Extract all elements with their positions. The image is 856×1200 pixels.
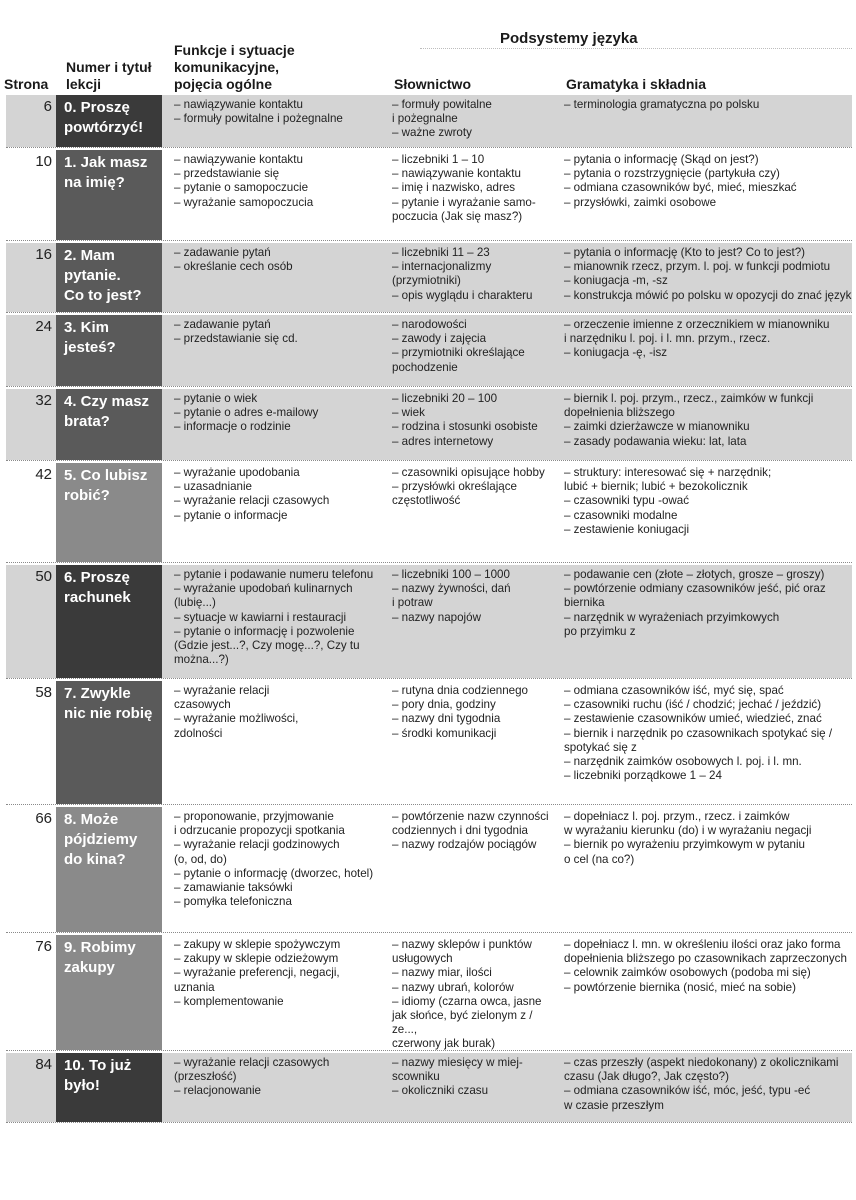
vocabulary-cell-line: – przymiotniki określające	[392, 346, 525, 360]
row-divider	[6, 312, 852, 313]
vocabulary-cell-line: – ważne zwroty	[392, 126, 472, 140]
grammar-cell	[564, 684, 852, 783]
functions-cell-line: – wyrażanie relacji	[174, 684, 270, 697]
vocabulary-cell-line: usługowych	[392, 952, 453, 966]
functions-cell-line: – określanie cech osób	[174, 260, 293, 274]
lesson-block	[56, 95, 162, 147]
grammar-cell-line: – odmiana czasowników iść, myć się, spać	[564, 684, 784, 697]
functions-cell	[174, 938, 386, 1009]
header-slownictwo: Słownictwo	[394, 76, 471, 92]
functions-cell-line: – pytanie o informacje	[174, 508, 288, 522]
functions-cell-line: – zamawianie taksówki	[174, 881, 293, 895]
grammar-cell-line: – czas przeszły (aspekt niedokonany) z okolicznikami	[564, 1056, 839, 1069]
lesson-title	[64, 466, 158, 506]
functions-cell-line: (przeszłość)	[174, 1070, 237, 1084]
vocabulary-cell-line: scowniku	[392, 1070, 440, 1084]
lesson-title-line: jesteś?	[64, 339, 116, 356]
lesson-title	[64, 684, 158, 724]
row-divider	[6, 386, 852, 387]
grammar-cell-line: dopełnienia bliższego po czasownikach zaprzeczonych	[564, 952, 847, 966]
grammar-cell-line: – narzędnik w wyrażeniach przyimkowych	[564, 610, 780, 624]
vocabulary-cell-line: – nazwy sklepów i punktów	[392, 938, 532, 951]
grammar-cell-line: w czasie przeszłym	[564, 1098, 664, 1112]
page-number: 66	[35, 810, 52, 827]
functions-cell-line: – pytanie o adres e-mailowy	[174, 406, 319, 420]
vocabulary-cell-line: częstotliwość	[392, 494, 461, 508]
row-divider	[6, 932, 852, 933]
vocabulary-cell-line: – liczebniki 20 – 100	[392, 392, 498, 405]
lesson-title-line: było!	[64, 1077, 100, 1094]
page-number: 42	[35, 466, 52, 483]
lesson-title-line: rachunek	[64, 589, 131, 606]
vocabulary-cell-line: – liczebniki 100 – 1000	[392, 568, 510, 581]
lesson-block	[56, 807, 162, 932]
vocabulary-cell-line: i pożegnalne	[392, 112, 458, 126]
header-funkcje-line3: pojęcia ogólne	[174, 76, 273, 92]
functions-cell-line: – pytanie o informację (dworzec, hotel)	[174, 866, 374, 880]
functions-cell-line: – wyrażanie relacji czasowych	[174, 494, 330, 508]
vocabulary-cell	[392, 466, 560, 509]
functions-cell-line: – zadawanie pytań	[174, 318, 271, 331]
lesson-title-line: pytanie.	[64, 267, 121, 284]
vocabulary-cell-line: – rutyna dnia codziennego	[392, 684, 529, 697]
grammar-cell-line: lubić + biernik; lubić + bezokolicznik	[564, 480, 748, 494]
grammar-cell-line: – koniugacja -ę, -isz	[564, 346, 668, 360]
table-row	[0, 1053, 856, 1122]
grammar-cell-line: – narzędnik zaimków osobowych l. poj. i l. mn.	[564, 755, 802, 769]
vocabulary-cell-line: – idiomy (czarna owca, jasne	[392, 994, 542, 1008]
functions-cell-line: – sytuacje w kawiarni i restauracji	[174, 610, 347, 624]
functions-cell-line: – uzasadnianie	[174, 480, 252, 494]
page-number: 16	[35, 246, 52, 263]
vocabulary-cell	[392, 810, 560, 853]
grammar-cell	[564, 153, 852, 210]
functions-cell-line: – nawiązywanie kontaktu	[174, 153, 303, 166]
functions-cell-line: – pytanie o informację i pozwolenie	[174, 624, 355, 638]
grammar-cell-line: – pytania o informację (Kto to jest? Co to jest?)	[564, 246, 806, 259]
grammar-cell-line: – dopełniacz l. poj. przym., rzecz. i zaimków	[564, 810, 790, 823]
grammar-cell	[564, 246, 852, 303]
vocabulary-cell-line: – nazwy żywności, dań	[392, 582, 511, 596]
grammar-cell-line: – czasowniki modalne	[564, 508, 678, 522]
functions-cell-line: – wyrażanie upodobań kulinarnych	[174, 582, 353, 596]
functions-cell-line: – wyrażanie możliwości,	[174, 712, 299, 726]
vocabulary-cell-line: – nazwy napojów	[392, 610, 481, 624]
lesson-block	[56, 243, 162, 312]
row-divider	[6, 678, 852, 679]
grammar-cell-line: – biernik i narzędnik po czasownikach spotykać się /	[564, 726, 833, 740]
lesson-block	[56, 935, 162, 1050]
vocabulary-cell-line: – pytanie i wyrażanie samo-	[392, 195, 536, 209]
grammar-cell-line: – struktury: interesować się + narzędnik;	[564, 466, 772, 479]
lesson-block	[56, 150, 162, 240]
vocabulary-cell-line: jak słońce, być zielonym z / ze...,	[392, 1009, 533, 1037]
vocabulary-cell-line: – zawody i zajęcia	[392, 332, 487, 346]
table-row	[0, 463, 856, 562]
functions-cell-line: (Gdzie jest...?, Czy mogę...?, Czy tu	[174, 639, 360, 653]
grammar-cell-line: – orzeczenie imienne z orzecznikiem w mianowniku	[564, 318, 830, 331]
functions-cell-line: zdolności	[174, 726, 223, 740]
lesson-block	[56, 565, 162, 678]
table-row	[0, 315, 856, 386]
row-divider	[6, 562, 852, 563]
functions-cell-line: – zadawanie pytań	[174, 246, 271, 259]
functions-cell-line: czasowych	[174, 698, 231, 712]
grammar-cell-line: i narzędniku l. poj. i l. mn. przym., rzecz.	[564, 332, 771, 346]
grammar-cell-line: – przysłówki, zaimki osobowe	[564, 195, 717, 209]
functions-cell-line: – wyrażanie samopoczucia	[174, 195, 314, 209]
vocabulary-cell	[392, 98, 560, 141]
functions-cell-line: – przedstawianie się cd.	[174, 332, 298, 346]
lesson-title-line: 9. Robimy	[64, 939, 136, 956]
lesson-title-line: 7. Zwykle	[64, 685, 131, 702]
functions-cell-line: (o, od, do)	[174, 852, 227, 866]
header-podsystemy: Podsystemy języka	[500, 30, 638, 47]
functions-cell-line: – pytanie i podawanie numeru telefonu	[174, 568, 374, 581]
functions-cell	[174, 568, 386, 667]
functions-cell-line: – relacjonowanie	[174, 1084, 262, 1098]
vocabulary-cell	[392, 1056, 560, 1099]
header-numer-tytul	[66, 59, 152, 93]
functions-cell-line: – przedstawianie się	[174, 167, 280, 181]
header-numer-line1: Numer i tytuł	[66, 59, 152, 75]
table-row	[0, 389, 856, 460]
table-row	[0, 935, 856, 1050]
vocabulary-cell-line: – nazwy rodzajów pociągów	[392, 838, 537, 852]
vocabulary-cell-line: – nazwy miesięcy w miej-	[392, 1056, 523, 1069]
grammar-cell	[564, 392, 852, 449]
lesson-title-line: powtórzyć!	[64, 119, 144, 136]
vocabulary-cell-line: poczucia (Jak się masz?)	[392, 209, 523, 223]
vocabulary-cell-line: – czasowniki opisujące hobby	[392, 466, 545, 479]
page-number: 58	[35, 684, 52, 701]
vocabulary-cell-line: czerwony jak burak)	[392, 1037, 496, 1051]
lesson-title-line: zakupy	[64, 959, 115, 976]
page-number: 10	[35, 153, 52, 170]
functions-cell	[174, 153, 386, 210]
vocabulary-cell	[392, 392, 560, 449]
lesson-title	[64, 153, 158, 193]
lesson-block	[56, 463, 162, 562]
functions-cell-line: można...?)	[174, 653, 229, 667]
table-row	[0, 681, 856, 804]
grammar-cell-line: – konstrukcja mówić po polsku w opozycji do znać język	[564, 288, 852, 302]
vocabulary-cell	[392, 246, 560, 303]
grammar-cell-line: – zestawienie czasowników umieć, wiedzieć, znać	[564, 712, 822, 726]
page-number: 76	[35, 938, 52, 955]
lesson-block	[56, 681, 162, 804]
lesson-title-line: Co to jest?	[64, 287, 142, 304]
lesson-title-line: 6. Proszę	[64, 569, 130, 586]
functions-cell-line: – wyrażanie relacji czasowych	[174, 1056, 330, 1069]
vocabulary-cell-line: – opis wyglądu i charakteru	[392, 288, 533, 302]
functions-cell	[174, 392, 386, 435]
row-divider	[6, 804, 852, 805]
lesson-title-line: brata?	[64, 413, 110, 430]
lesson-title-line: robić?	[64, 487, 110, 504]
vocabulary-cell-line: – nazwy dni tygodnia	[392, 712, 501, 726]
vocabulary-cell-line: i potraw	[392, 596, 433, 610]
vocabulary-cell-line: – nawiązywanie kontaktu	[392, 167, 521, 181]
table-row	[0, 95, 856, 147]
table-row	[0, 150, 856, 240]
page-number: 50	[35, 568, 52, 585]
lesson-title-line: 5. Co lubisz	[64, 467, 148, 484]
functions-cell-line: – pomyłka telefoniczna	[174, 895, 292, 909]
functions-cell	[174, 466, 386, 523]
grammar-cell-line: – zasady podawania wieku: lat, lata	[564, 434, 747, 448]
grammar-cell	[564, 318, 852, 361]
lesson-block	[56, 315, 162, 386]
grammar-cell-line: – mianownik rzecz, przym. l. poj. w funkcji podmiotu	[564, 260, 831, 274]
table-row	[0, 243, 856, 312]
vocabulary-cell-line: – narodowości	[392, 318, 467, 331]
functions-cell	[174, 1056, 386, 1099]
grammar-cell-line: – biernik po wyrażeniu przyimkowym w pytaniu	[564, 838, 805, 852]
functions-cell	[174, 318, 386, 346]
vocabulary-cell-line: – nazwy ubrań, kolorów	[392, 980, 514, 994]
functions-cell-line: – proponowanie, przyjmowanie	[174, 810, 334, 823]
grammar-cell-line: – pytania o informację (Skąd on jest?)	[564, 153, 759, 166]
lesson-title-line: 2. Mam	[64, 247, 115, 264]
grammar-cell-line: – powtórzenie biernika (nosić, mieć na sobie)	[564, 980, 796, 994]
vocabulary-cell	[392, 318, 560, 375]
grammar-cell-line: – dopełniacz l. mn. w określeniu ilości oraz jako forma	[564, 938, 841, 951]
grammar-cell-line: – zaimki dzierżawcze w mianowniku	[564, 420, 750, 434]
lesson-title-line: 0. Proszę	[64, 99, 130, 116]
functions-cell-line: i odrzucanie propozycji spotkania	[174, 824, 345, 838]
row-divider	[6, 147, 852, 148]
grammar-cell-line: – podawanie cen (złote – złotych, grosze – groszy)	[564, 568, 825, 581]
vocabulary-cell-line: – liczebniki 1 – 10	[392, 153, 485, 166]
functions-cell-line: – nawiązywanie kontaktu	[174, 98, 303, 111]
grammar-cell-line: – koniugacja -m, -sz	[564, 274, 668, 288]
grammar-cell	[564, 568, 852, 639]
functions-cell-line: – formuły powitalne i pożegnalne	[174, 112, 343, 126]
row-divider	[6, 240, 852, 241]
vocabulary-cell-line: – przysłówki określające	[392, 480, 518, 494]
vocabulary-cell-line: – środki komunikacji	[392, 726, 497, 740]
vocabulary-cell-line: – powtórzenie nazw czynności	[392, 810, 549, 823]
grammar-cell-line: – liczebniki porządkowe 1 – 24	[564, 769, 722, 783]
grammar-cell-line: biernika	[564, 596, 605, 610]
grammar-cell-line: czasu (Jak długo?, Jak często?)	[564, 1070, 729, 1084]
functions-cell-line: uznania	[174, 980, 215, 994]
functions-cell	[174, 246, 386, 274]
grammar-cell-line: – powtórzenie odmiany czasowników jeść, pić oraz	[564, 582, 826, 596]
lesson-title-line: 10. To już	[64, 1057, 132, 1074]
header-strona: Strona	[4, 76, 49, 92]
grammar-cell	[564, 810, 852, 867]
header-funkcje-line1: Funkcje i sytuacje	[174, 42, 295, 58]
vocabulary-cell-line: – imię i nazwisko, adres	[392, 181, 516, 195]
functions-cell-line: – wyrażanie preferencji, negacji,	[174, 966, 340, 980]
vocabulary-cell	[392, 153, 560, 224]
grammar-cell-line: – biernik l. poj. przym., rzecz., zaimków w funkcji	[564, 392, 814, 405]
lesson-title	[64, 246, 158, 306]
vocabulary-cell-line: – internacjonalizmy	[392, 260, 492, 274]
functions-cell-line: – informacje o rodzinie	[174, 420, 291, 434]
lesson-title-line: 8. Może	[64, 811, 119, 828]
lesson-title	[64, 392, 158, 432]
lesson-title-line: na imię?	[64, 174, 125, 191]
vocabulary-cell	[392, 684, 560, 741]
vocabulary-cell-line: – rodzina i stosunki osobiste	[392, 420, 538, 434]
lesson-block	[56, 389, 162, 460]
grammar-cell	[564, 938, 852, 995]
grammar-cell-line: – czasowniki ruchu (iść / chodzić; jechać / jeździć)	[564, 698, 822, 712]
lesson-title	[64, 1056, 158, 1096]
grammar-cell-line: po przyimku z	[564, 624, 636, 638]
functions-cell-line: – pytanie o samopoczucie	[174, 181, 309, 195]
table-row	[0, 565, 856, 678]
vocabulary-cell-line: codziennych i dni tygodnia	[392, 824, 528, 838]
grammar-cell	[564, 1056, 852, 1113]
header-funkcje	[174, 42, 295, 93]
grammar-cell	[564, 466, 852, 537]
grammar-cell-line: – odmiana czasowników być, mieć, mieszkać	[564, 181, 797, 195]
header-gramatyka: Gramatyka i składnia	[566, 76, 707, 92]
grammar-cell-line: – pytania o rozstrzygnięcie (partykuła czy)	[564, 167, 780, 181]
functions-cell-line: (lubię...)	[174, 596, 216, 610]
lesson-title	[64, 810, 158, 870]
grammar-cell-line: – celownik zaimków osobowych (podoba mi się)	[564, 966, 811, 980]
functions-cell	[174, 98, 386, 126]
page-number: 6	[43, 98, 52, 115]
lesson-title	[64, 568, 158, 608]
row-divider	[6, 460, 852, 461]
lesson-title	[64, 938, 158, 978]
grammar-cell-line: – czasowniki typu -ować	[564, 494, 690, 508]
table-row	[0, 807, 856, 932]
lesson-title	[64, 98, 158, 138]
lesson-title-line: 4. Czy masz	[64, 393, 150, 410]
lesson-title-line: do kina?	[64, 851, 126, 868]
vocabulary-cell-line: – adres internetowy	[392, 434, 494, 448]
lesson-title-line: pójdziemy	[64, 831, 138, 848]
vocabulary-cell-line: – nazwy miar, ilości	[392, 966, 492, 980]
page-number: 24	[35, 318, 52, 335]
vocabulary-cell-line: – pory dnia, godziny	[392, 698, 496, 712]
lesson-title-line: 3. Kim	[64, 319, 110, 336]
grammar-cell-line: spotykać się z	[564, 740, 637, 754]
vocabulary-cell-line: – wiek	[392, 406, 425, 420]
grammar-cell-line: o cel (na co?)	[564, 852, 635, 866]
vocabulary-cell-line: – formuły powitalne	[392, 98, 492, 111]
vocabulary-cell-line: – okoliczniki czasu	[392, 1084, 489, 1098]
grammar-cell-line: w wyrażaniu kierunku (do) i w wyrażaniu negacji	[564, 824, 812, 838]
page-number: 32	[35, 392, 52, 409]
lesson-title-line: nic nie robię	[64, 705, 153, 722]
grammar-cell-line: – zestawienie koniugacji	[564, 522, 690, 536]
lesson-block	[56, 1053, 162, 1122]
header-numer-line2: lekcji	[66, 76, 102, 92]
vocabulary-cell	[392, 568, 560, 625]
vocabulary-cell	[392, 938, 560, 1052]
header-divider	[420, 48, 852, 49]
functions-cell	[174, 810, 386, 909]
vocabulary-cell-line: (przymiotniki)	[392, 274, 461, 288]
functions-cell-line: – pytanie o wiek	[174, 392, 258, 405]
functions-cell-line: – komplementowanie	[174, 994, 284, 1008]
functions-cell-line: – zakupy w sklepie spożywczym	[174, 938, 341, 951]
functions-cell	[174, 684, 386, 741]
grammar-cell-line: dopełnienia bliższego	[564, 406, 675, 420]
vocabulary-cell-line: pochodzenie	[392, 360, 458, 374]
grammar-cell	[564, 98, 852, 112]
functions-cell-line: – zakupy w sklepie odzieżowym	[174, 952, 339, 966]
grammar-cell-line: – terminologia gramatyczna po polsku	[564, 98, 760, 111]
functions-cell-line: – wyrażanie upodobania	[174, 466, 300, 479]
header-funkcje-line2: komunikacyjne,	[174, 59, 280, 75]
lesson-title	[64, 318, 158, 358]
vocabulary-cell-line: – liczebniki 11 – 23	[392, 246, 490, 259]
page-number: 84	[35, 1056, 52, 1073]
functions-cell-line: – wyrażanie relacji godzinowych	[174, 838, 340, 852]
grammar-cell-line: – odmiana czasowników iść, móc, jeść, typu -eć	[564, 1084, 811, 1098]
row-divider	[6, 1122, 852, 1123]
lesson-title-line: 1. Jak masz	[64, 154, 148, 171]
